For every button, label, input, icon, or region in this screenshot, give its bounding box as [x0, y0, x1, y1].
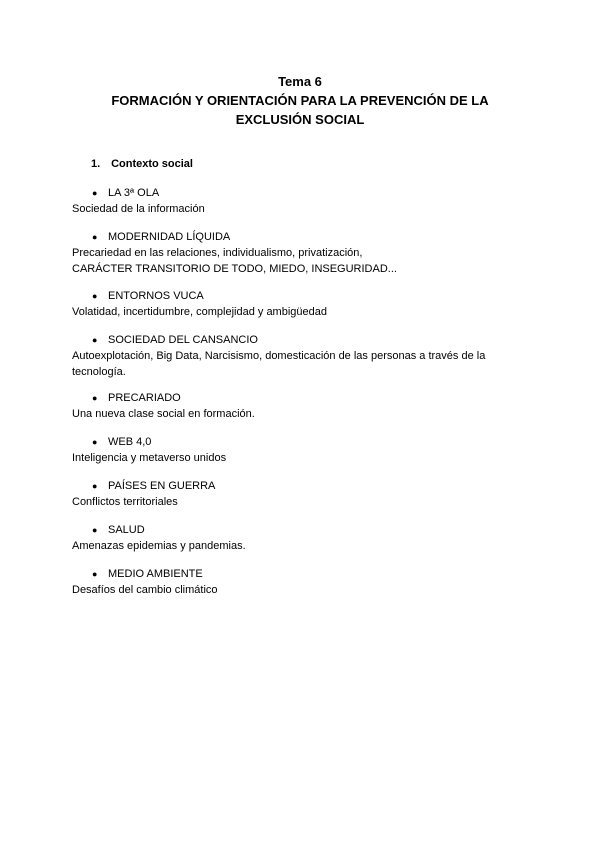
list-item-title: PRECARIADO	[108, 392, 181, 404]
document-title: Tema 6	[278, 74, 322, 89]
bullet-icon: ●	[92, 291, 98, 301]
bullet-icon: ●	[92, 437, 98, 447]
list-item-description	[72, 538, 532, 554]
bullet-icon: ●	[92, 569, 98, 579]
list-item-modernidad-liquida	[72, 229, 532, 277]
description-line: Volatidad, incertidumbre, complejidad y ambigüedad	[72, 306, 327, 318]
section-title: Contexto social	[111, 158, 193, 170]
list-item-la-3a-ola	[72, 185, 532, 217]
list-item-title: ENTORNOS VUCA	[108, 290, 204, 302]
list-item-medio-ambiente	[72, 566, 532, 598]
description-line: Amenazas epidemias y pandemias.	[72, 540, 246, 552]
document-subtitle-line-1: FORMACIÓN Y ORIENTACIÓN PARA LA PREVENCIÓN DE LA	[111, 93, 489, 108]
list-item-description	[72, 245, 532, 277]
bullet-icon: ●	[92, 188, 98, 198]
list-item-sociedad-del-cansancio	[72, 332, 532, 380]
description-line: Una nueva clase social en formación.	[72, 408, 255, 420]
list-item-salud	[72, 522, 532, 554]
list-item-title: MODERNIDAD LÍQUIDA	[108, 231, 231, 243]
bullet-icon: ●	[92, 525, 98, 535]
bullet-icon: ●	[92, 393, 98, 403]
bullet-icon: ●	[92, 232, 98, 242]
bullet-icon: ●	[92, 481, 98, 491]
list-item-description	[72, 348, 532, 380]
list-item-title: MEDIO AMBIENTE	[108, 568, 203, 580]
list-item-title: SOCIEDAD DEL CANSANCIO	[108, 334, 258, 346]
list-item-precariado	[72, 390, 532, 422]
list-item-description	[72, 201, 532, 217]
description-line: Inteligencia y metaverso unidos	[72, 452, 227, 464]
document-subtitle-line-2: EXCLUSIÓN SOCIAL	[235, 112, 365, 127]
list-item-title: WEB 4,0	[108, 436, 152, 448]
description-line: Desafíos del cambio climático	[72, 584, 218, 596]
list-item-entornos-vuca	[72, 288, 532, 320]
section-number: 1.	[91, 158, 101, 170]
section-heading	[91, 156, 193, 172]
list-item-title: LA 3ª OLA	[108, 187, 160, 199]
list-item-paises-en-guerra	[72, 478, 532, 510]
list-item-description	[72, 406, 532, 422]
bullet-icon: ●	[92, 335, 98, 345]
description-line: Precariedad en las relaciones, individualismo, privatización,	[72, 247, 363, 259]
list-item-title: SALUD	[108, 524, 145, 536]
list-item-title: PAÍSES EN GUERRA	[108, 480, 216, 492]
description-line: tecnología.	[72, 366, 126, 378]
list-item-description	[72, 450, 532, 466]
description-line: CARÁCTER TRANSITORIO DE TODO, MIEDO, INSEGURIDAD...	[72, 263, 397, 275]
list-item-description	[72, 494, 532, 510]
description-line: Conflictos territoriales	[72, 496, 178, 508]
list-item-description	[72, 582, 532, 598]
list-item-web-4-0	[72, 434, 532, 466]
description-line: Sociedad de la información	[72, 203, 205, 215]
list-item-description	[72, 304, 532, 320]
description-line: Autoexplotación, Big Data, Narcisismo, domesticación de las personas a través de la	[72, 350, 486, 362]
